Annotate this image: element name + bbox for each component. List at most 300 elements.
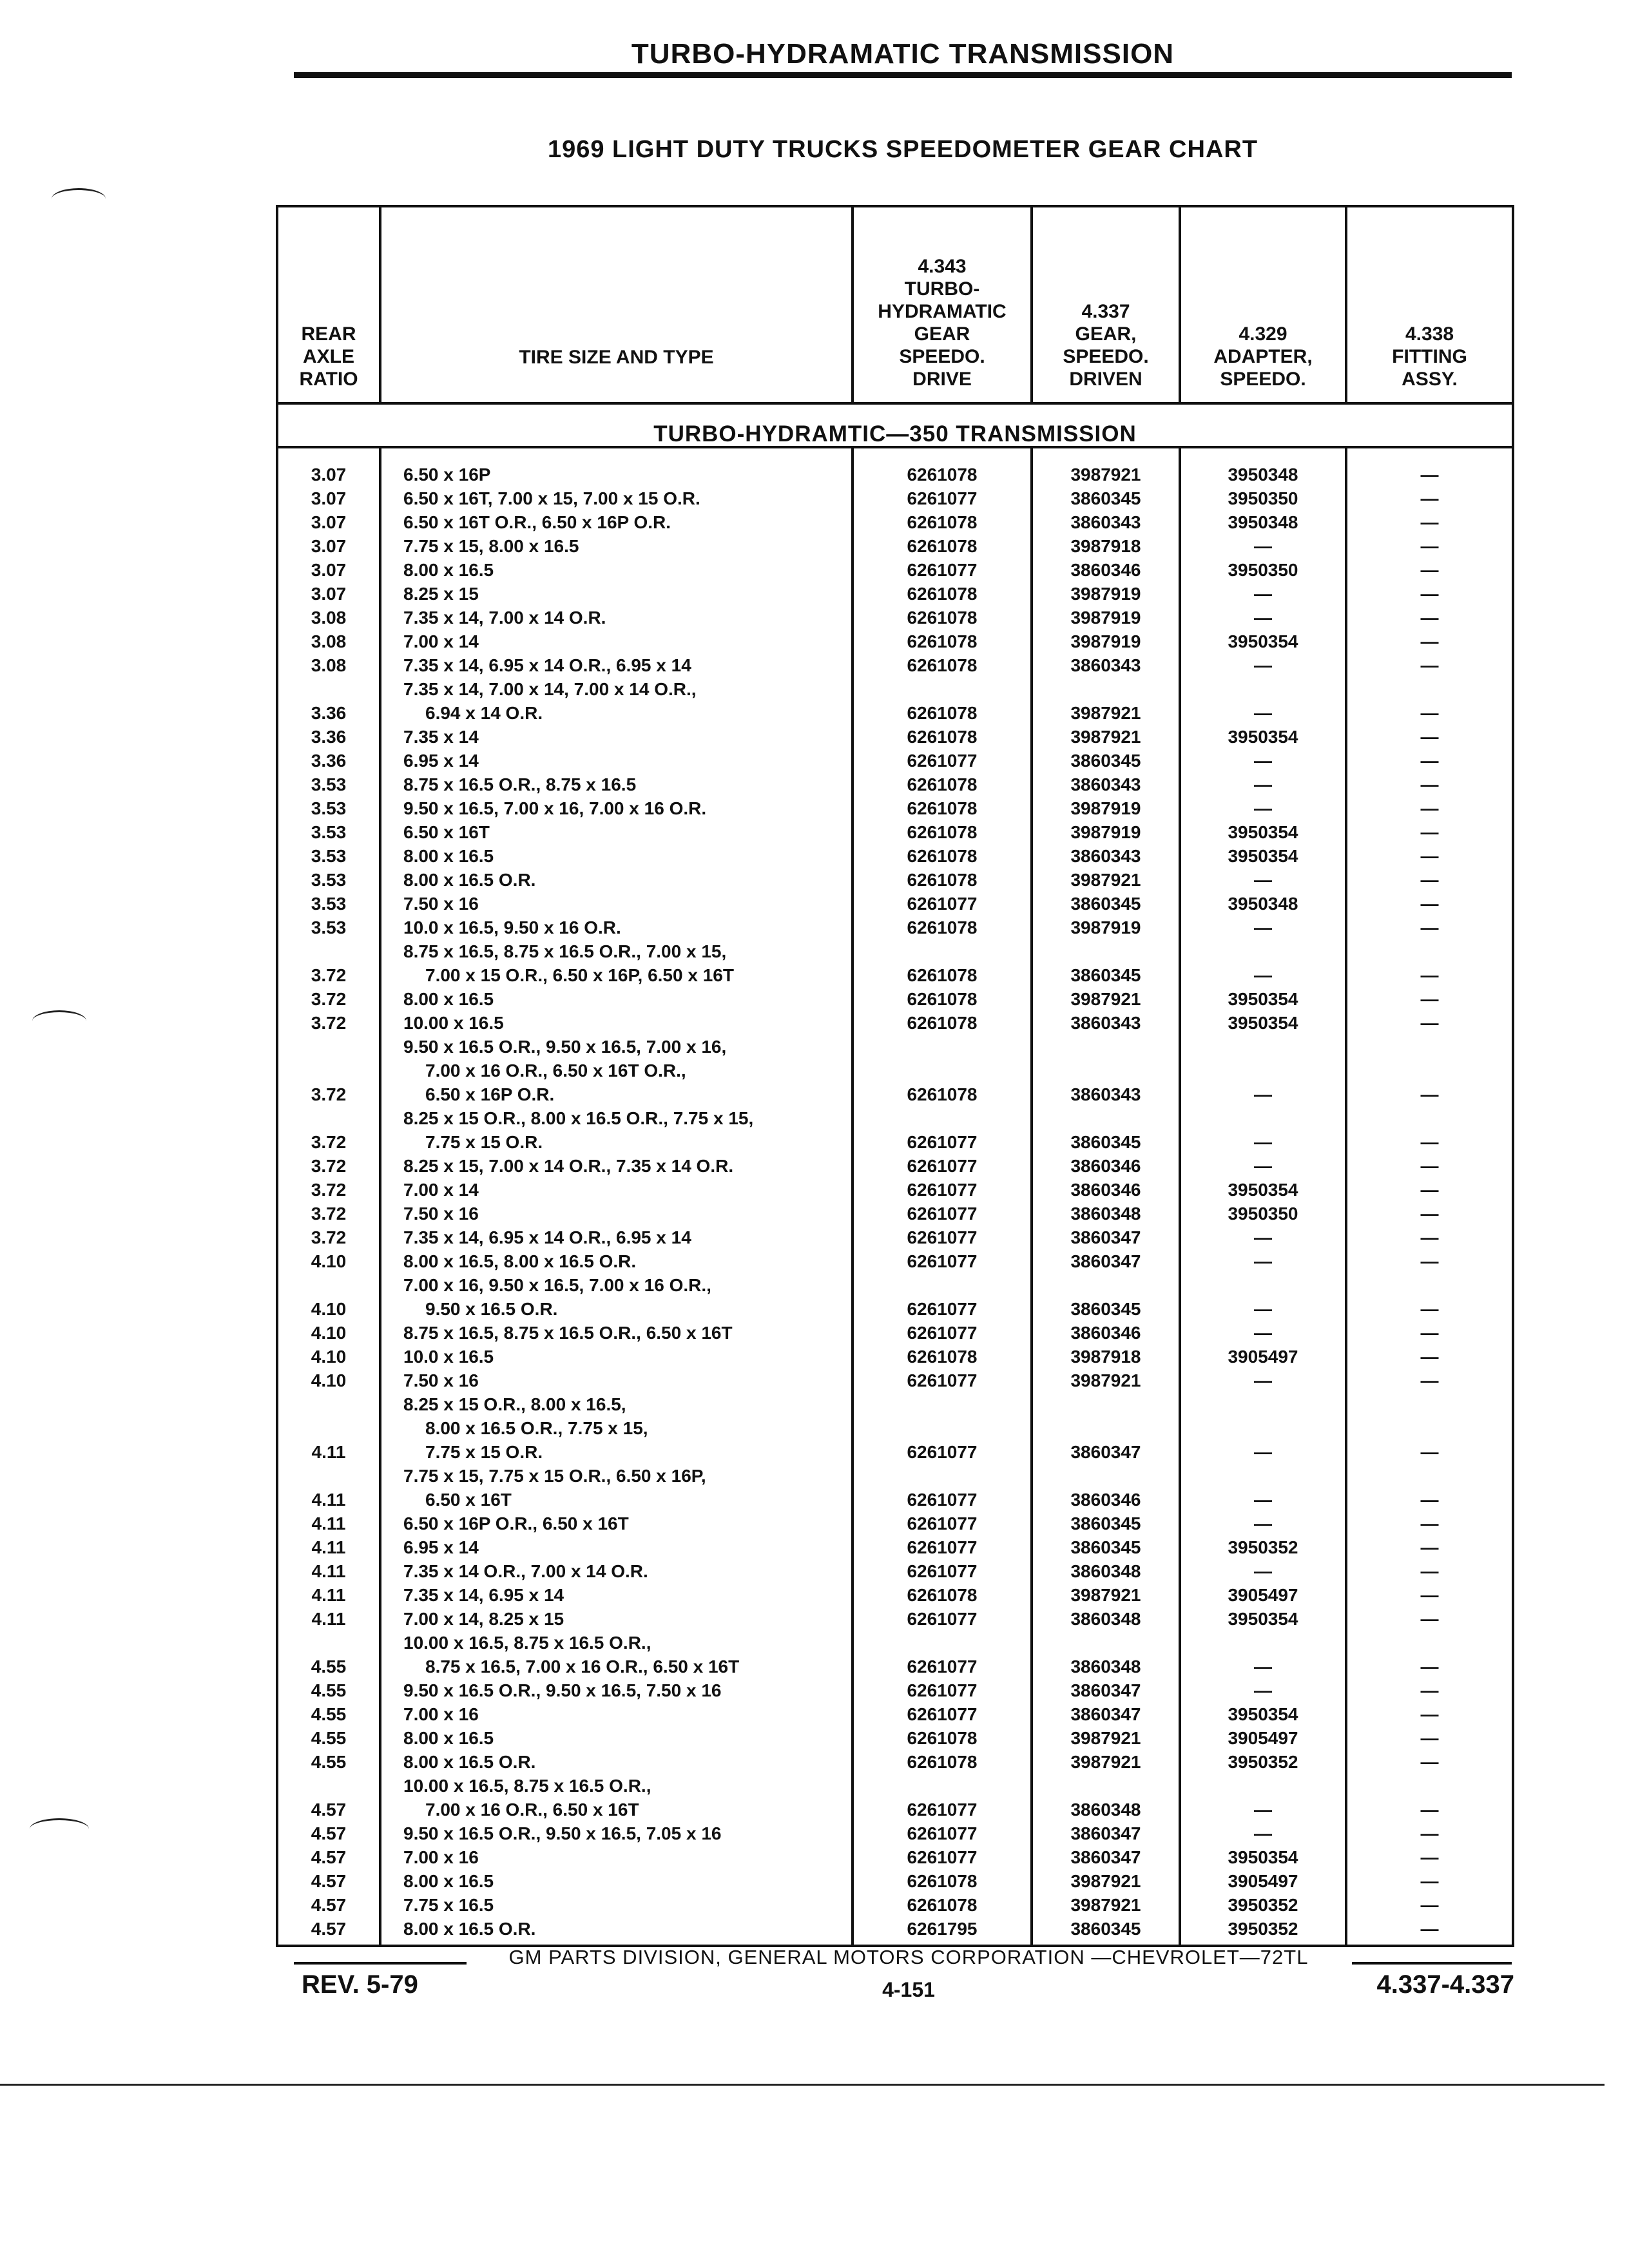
cell-adapter: 3950354: [1180, 820, 1346, 844]
cell-drive-gear: 6261077: [853, 1678, 1032, 1702]
cell-fitting: —: [1346, 1583, 1513, 1607]
cell-drive-gear: 6261078: [853, 1869, 1032, 1893]
cell-adapter: 3905497: [1180, 1345, 1346, 1369]
cell-tire-size: [380, 1774, 853, 1821]
tire-size-line: 8.00 x 16.5 O.R.: [403, 870, 536, 890]
column-header-ratio: REAR AXLE RATIO: [277, 206, 380, 403]
cell-fitting: —: [1346, 1845, 1513, 1869]
cell-drive-gear: 6261795: [853, 1917, 1032, 1941]
cell-tire-size: [380, 1631, 853, 1678]
tire-size-line: 7.00 x 14: [403, 1180, 479, 1200]
cell-fitting: —: [1346, 1202, 1513, 1225]
table-row: [277, 1821, 1513, 1845]
cell-fitting: —: [1346, 868, 1513, 892]
cell-drive-gear: 6261077: [853, 1464, 1032, 1512]
cell-driven-gear: 3987921: [1032, 677, 1180, 725]
cell-drive-gear: 6261077: [853, 1607, 1032, 1631]
cell-fitting: —: [1346, 1893, 1513, 1917]
cell-drive-gear: 6261077: [853, 1774, 1032, 1821]
tire-size-line: 7.00 x 15 O.R., 6.50 x 16P, 6.50 x 16T: [425, 965, 734, 985]
cell-rear-axle-ratio: 4.10: [277, 1369, 380, 1392]
cell-tire-size: [380, 844, 853, 868]
table-row: [277, 916, 1513, 939]
table-row: [277, 677, 1513, 725]
table-row: [277, 1535, 1513, 1559]
binder-hole-mark: [32, 1010, 86, 1032]
cell-adapter: —: [1180, 868, 1346, 892]
column-header-drive-gear: 4.343 TURBO- HYDRAMATIC GEAR SPEEDO. DRIVE: [853, 206, 1032, 403]
tire-size-line: 7.00 x 16 O.R., 6.50 x 16T: [425, 1800, 639, 1820]
cell-drive-gear: 6261077: [853, 1225, 1032, 1249]
cell-driven-gear: 3860348: [1032, 1631, 1180, 1678]
cell-rear-axle-ratio: 4.57: [277, 1845, 380, 1869]
cell-tire-size: [380, 1535, 853, 1559]
cell-fitting: —: [1346, 653, 1513, 677]
cell-rear-axle-ratio: 3.72: [277, 1011, 380, 1035]
tire-size-line: 7.75 x 15, 7.75 x 15 O.R., 6.50 x 16P,: [403, 1466, 706, 1486]
cell-tire-size: [380, 1869, 853, 1893]
page-header: [294, 39, 1512, 78]
cell-tire-size: [380, 1464, 853, 1512]
table-row: [277, 510, 1513, 534]
table-row: [277, 725, 1513, 749]
cell-adapter: 3950350: [1180, 1202, 1346, 1225]
cell-tire-size: [380, 1202, 853, 1225]
cell-rear-axle-ratio: 3.53: [277, 796, 380, 820]
table-row: [277, 1225, 1513, 1249]
table-row: [277, 606, 1513, 629]
cell-adapter: 3950348: [1180, 463, 1346, 486]
cell-fitting: —: [1346, 677, 1513, 725]
table-header-row: [277, 206, 1513, 403]
cell-rear-axle-ratio: 3.53: [277, 892, 380, 916]
cell-driven-gear: 3987921: [1032, 1583, 1180, 1607]
cell-tire-size: [380, 653, 853, 677]
cell-driven-gear: 3987921: [1032, 1726, 1180, 1750]
tire-size-line: 7.35 x 14, 7.00 x 14, 7.00 x 14 O.R.,: [403, 679, 697, 699]
cell-adapter: —: [1180, 1821, 1346, 1845]
table-row: [277, 1512, 1513, 1535]
page-number: 4-151: [882, 1978, 935, 2001]
cell-driven-gear: 3987918: [1032, 1345, 1180, 1369]
cell-drive-gear: 6261078: [853, 1035, 1032, 1106]
cell-drive-gear: 6261077: [853, 1631, 1032, 1678]
cell-drive-gear: 6261077: [853, 1392, 1032, 1464]
cell-fitting: —: [1346, 558, 1513, 582]
cell-fitting: —: [1346, 486, 1513, 510]
cell-rear-axle-ratio: 3.08: [277, 653, 380, 677]
tire-size-line: 8.25 x 15: [403, 584, 479, 604]
tire-size-line: 8.00 x 16.5, 8.00 x 16.5 O.R.: [403, 1251, 637, 1271]
cell-drive-gear: 6261078: [853, 582, 1032, 606]
cell-tire-size: [380, 1154, 853, 1178]
cell-drive-gear: 6261078: [853, 1345, 1032, 1369]
table-row: [277, 1273, 1513, 1321]
cell-tire-size: [380, 1583, 853, 1607]
cell-adapter: 3950352: [1180, 1917, 1346, 1941]
cell-rear-axle-ratio: 3.72: [277, 1202, 380, 1225]
cell-rear-axle-ratio: 3.72: [277, 1154, 380, 1178]
table-row: [277, 1726, 1513, 1750]
cell-fitting: —: [1346, 773, 1513, 796]
cell-drive-gear: 6261078: [853, 987, 1032, 1011]
cell-tire-size: [380, 916, 853, 939]
tire-size-line: 9.50 x 16.5 O.R., 9.50 x 16.5, 7.50 x 16: [403, 1680, 722, 1700]
cell-adapter: —: [1180, 606, 1346, 629]
tire-size-line: 7.75 x 15 O.R.: [425, 1442, 543, 1462]
tire-size-line: 6.95 x 14: [403, 751, 479, 771]
tire-size-line: 7.00 x 16 O.R., 6.50 x 16T O.R.,: [425, 1061, 686, 1081]
cell-fitting: —: [1346, 1106, 1513, 1154]
cell-driven-gear: 3860346: [1032, 1154, 1180, 1178]
binder-hole-mark: [52, 188, 106, 209]
tire-size-line: 7.35 x 14, 6.95 x 14: [403, 1585, 564, 1605]
cell-tire-size: [380, 582, 853, 606]
cell-adapter: —: [1180, 1392, 1346, 1464]
cell-fitting: —: [1346, 916, 1513, 939]
tire-size-line: 8.75 x 16.5, 8.75 x 16.5 O.R., 6.50 x 16T: [403, 1323, 733, 1343]
tire-size-line: 8.75 x 16.5, 8.75 x 16.5 O.R., 7.00 x 15,: [403, 941, 727, 961]
tire-size-line: 8.00 x 16.5 O.R.: [403, 1752, 536, 1772]
cell-fitting: —: [1346, 820, 1513, 844]
cell-drive-gear: 6261078: [853, 677, 1032, 725]
cell-rear-axle-ratio: 3.08: [277, 629, 380, 653]
cell-driven-gear: 3860348: [1032, 1607, 1180, 1631]
table-row: [277, 939, 1513, 987]
tire-size-line: 7.00 x 16: [403, 1704, 479, 1724]
cell-driven-gear: 3860345: [1032, 1273, 1180, 1321]
cell-tire-size: [380, 868, 853, 892]
cell-driven-gear: 3860347: [1032, 1225, 1180, 1249]
cell-fitting: —: [1346, 1273, 1513, 1321]
cell-drive-gear: 6261078: [853, 939, 1032, 987]
cell-adapter: —: [1180, 939, 1346, 987]
cell-fitting: —: [1346, 1869, 1513, 1893]
cell-tire-size: [380, 892, 853, 916]
cell-tire-size: [380, 749, 853, 773]
cell-adapter: —: [1180, 916, 1346, 939]
cell-fitting: —: [1346, 1178, 1513, 1202]
cell-driven-gear: 3860348: [1032, 1774, 1180, 1821]
table-row: [277, 629, 1513, 653]
speedometer-gear-table: [276, 205, 1514, 1947]
bottom-rule: [0, 2084, 1605, 2086]
cell-tire-size: [380, 1750, 853, 1774]
cell-rear-axle-ratio: 3.53: [277, 844, 380, 868]
chart-title: 1969 LIGHT DUTY TRUCKS SPEEDOMETER GEAR CHART: [547, 136, 1258, 163]
cell-drive-gear: 6261078: [853, 1583, 1032, 1607]
cell-driven-gear: 3987919: [1032, 582, 1180, 606]
cell-tire-size: [380, 510, 853, 534]
tire-size-line: 8.75 x 16.5, 7.00 x 16 O.R., 6.50 x 16T: [425, 1657, 740, 1677]
table-row: [277, 1631, 1513, 1678]
cell-rear-axle-ratio: 3.07: [277, 510, 380, 534]
table-row: [277, 1917, 1513, 1941]
cell-adapter: —: [1180, 582, 1346, 606]
table-row: [277, 773, 1513, 796]
cell-adapter: —: [1180, 773, 1346, 796]
table-row: [277, 1845, 1513, 1869]
cell-fitting: —: [1346, 1035, 1513, 1106]
cell-tire-size: [380, 534, 853, 558]
cell-driven-gear: 3860345: [1032, 1106, 1180, 1154]
cell-drive-gear: 6261078: [853, 916, 1032, 939]
cell-fitting: —: [1346, 463, 1513, 486]
cell-tire-size: [380, 1225, 853, 1249]
table-row: [277, 749, 1513, 773]
cell-adapter: —: [1180, 1774, 1346, 1821]
cell-driven-gear: 3987921: [1032, 463, 1180, 486]
cell-adapter: 3950352: [1180, 1750, 1346, 1774]
cell-driven-gear: 3987921: [1032, 868, 1180, 892]
cell-rear-axle-ratio: 4.55: [277, 1678, 380, 1702]
cell-tire-size: [380, 558, 853, 582]
cell-rear-axle-ratio: 4.57: [277, 1774, 380, 1821]
table-row: [277, 1249, 1513, 1273]
tire-size-line: 6.50 x 16P O.R., 6.50 x 16T: [403, 1514, 629, 1533]
cell-fitting: —: [1346, 1631, 1513, 1678]
cell-adapter: —: [1180, 1225, 1346, 1249]
cell-fitting: —: [1346, 1392, 1513, 1464]
table-row: [277, 892, 1513, 916]
table-row: [277, 1369, 1513, 1392]
cell-rear-axle-ratio: 4.11: [277, 1512, 380, 1535]
cell-driven-gear: 3860343: [1032, 653, 1180, 677]
cell-rear-axle-ratio: 4.11: [277, 1607, 380, 1631]
table-row: [277, 1559, 1513, 1583]
tire-size-line: 8.00 x 16.5: [403, 989, 494, 1009]
cell-adapter: 3950352: [1180, 1893, 1346, 1917]
cell-fitting: —: [1346, 939, 1513, 987]
table-row: [277, 1702, 1513, 1726]
cell-driven-gear: 3987921: [1032, 987, 1180, 1011]
cell-adapter: —: [1180, 653, 1346, 677]
tire-size-line: 7.35 x 14, 7.00 x 14 O.R.: [403, 608, 606, 628]
cell-driven-gear: 3987919: [1032, 629, 1180, 653]
cell-drive-gear: 6261077: [853, 1559, 1032, 1583]
cell-drive-gear: 6261077: [853, 1512, 1032, 1535]
cell-fitting: —: [1346, 1607, 1513, 1631]
cell-tire-size: [380, 677, 853, 725]
cell-driven-gear: 3987919: [1032, 606, 1180, 629]
cell-fitting: —: [1346, 1559, 1513, 1583]
cell-adapter: 3950354: [1180, 987, 1346, 1011]
cell-rear-axle-ratio: 3.53: [277, 820, 380, 844]
cell-fitting: —: [1346, 1321, 1513, 1345]
cell-adapter: 3905497: [1180, 1583, 1346, 1607]
cell-fitting: —: [1346, 1726, 1513, 1750]
tire-size-line: 8.25 x 15, 7.00 x 14 O.R., 7.35 x 14 O.R.: [403, 1156, 734, 1176]
cell-drive-gear: 6261077: [853, 749, 1032, 773]
cell-fitting: —: [1346, 1821, 1513, 1845]
cell-rear-axle-ratio: 4.10: [277, 1321, 380, 1345]
cell-adapter: —: [1180, 1106, 1346, 1154]
cell-fitting: —: [1346, 1512, 1513, 1535]
cell-adapter: —: [1180, 1678, 1346, 1702]
cell-rear-axle-ratio: 4.55: [277, 1702, 380, 1726]
tire-size-line: 7.35 x 14 O.R., 7.00 x 14 O.R.: [403, 1561, 648, 1581]
cell-tire-size: [380, 1178, 853, 1202]
cell-tire-size: [380, 725, 853, 749]
cell-adapter: —: [1180, 796, 1346, 820]
cell-drive-gear: 6261078: [853, 844, 1032, 868]
cell-rear-axle-ratio: 3.07: [277, 558, 380, 582]
cell-adapter: —: [1180, 749, 1346, 773]
cell-rear-axle-ratio: 3.07: [277, 582, 380, 606]
tire-size-line: 7.35 x 14, 6.95 x 14 O.R., 6.95 x 14: [403, 1227, 691, 1247]
table-row: [277, 1750, 1513, 1774]
cell-fitting: —: [1346, 892, 1513, 916]
cell-driven-gear: 3860345: [1032, 1512, 1180, 1535]
cell-rear-axle-ratio: 4.11: [277, 1583, 380, 1607]
cell-driven-gear: 3860345: [1032, 1917, 1180, 1941]
cell-driven-gear: 3987921: [1032, 1893, 1180, 1917]
cell-driven-gear: 3860347: [1032, 1392, 1180, 1464]
cell-drive-gear: 6261077: [853, 1535, 1032, 1559]
cell-tire-size: [380, 1845, 853, 1869]
cell-driven-gear: 3860347: [1032, 1821, 1180, 1845]
cell-drive-gear: 6261078: [853, 1750, 1032, 1774]
cell-rear-axle-ratio: 3.07: [277, 486, 380, 510]
cell-drive-gear: 6261078: [853, 1726, 1032, 1750]
cell-drive-gear: 6261077: [853, 1321, 1032, 1345]
cell-tire-size: [380, 1702, 853, 1726]
cell-drive-gear: 6261077: [853, 486, 1032, 510]
table-row: [277, 1607, 1513, 1631]
cell-fitting: —: [1346, 987, 1513, 1011]
cell-driven-gear: 3860347: [1032, 1678, 1180, 1702]
cell-tire-size: [380, 1035, 853, 1106]
tire-size-line: 9.50 x 16.5 O.R., 9.50 x 16.5, 7.00 x 16,: [403, 1037, 727, 1057]
cell-fitting: —: [1346, 796, 1513, 820]
table-row: [277, 534, 1513, 558]
cell-adapter: —: [1180, 1154, 1346, 1178]
cell-tire-size: [380, 773, 853, 796]
cell-rear-axle-ratio: 4.57: [277, 1917, 380, 1941]
tire-size-line: 6.50 x 16P: [403, 465, 491, 485]
cell-driven-gear: 3860347: [1032, 1702, 1180, 1726]
cell-rear-axle-ratio: 4.57: [277, 1869, 380, 1893]
cell-fitting: —: [1346, 1702, 1513, 1726]
page-header-title: TURBO-HYDRAMATIC TRANSMISSION: [631, 38, 1175, 70]
cell-rear-axle-ratio: 3.72: [277, 1106, 380, 1154]
cell-fitting: —: [1346, 749, 1513, 773]
cell-rear-axle-ratio: 3.72: [277, 987, 380, 1011]
footer-corporation: GM PARTS DIVISION, GENERAL MOTORS CORPORATION —CHEVROLET—72TL: [508, 1946, 1309, 1968]
cell-tire-size: [380, 1917, 853, 1941]
cell-tire-size: [380, 1273, 853, 1321]
table-row: [277, 1583, 1513, 1607]
tire-size-line: 7.00 x 14: [403, 631, 479, 651]
cell-tire-size: [380, 1678, 853, 1702]
cell-tire-size: [380, 987, 853, 1011]
cell-fitting: —: [1346, 606, 1513, 629]
cell-drive-gear: 6261078: [853, 796, 1032, 820]
tire-size-line: 10.00 x 16.5, 8.75 x 16.5 O.R.,: [403, 1633, 651, 1653]
cell-fitting: —: [1346, 1917, 1513, 1941]
cell-driven-gear: 3860343: [1032, 844, 1180, 868]
cell-driven-gear: 3987921: [1032, 1369, 1180, 1392]
cell-fitting: —: [1346, 510, 1513, 534]
tire-size-line: 7.35 x 14, 6.95 x 14 O.R., 6.95 x 14: [403, 655, 691, 675]
cell-driven-gear: 3987921: [1032, 1869, 1180, 1893]
cell-fitting: —: [1346, 725, 1513, 749]
cell-adapter: 3950354: [1180, 1607, 1346, 1631]
cell-rear-axle-ratio: 3.36: [277, 725, 380, 749]
cell-fitting: —: [1346, 1678, 1513, 1702]
tire-size-line: 6.50 x 16T, 7.00 x 15, 7.00 x 15 O.R.: [403, 488, 700, 508]
tire-size-line: 7.00 x 16: [403, 1847, 479, 1867]
cell-rear-axle-ratio: 3.07: [277, 534, 380, 558]
cell-adapter: 3905497: [1180, 1869, 1346, 1893]
cell-fitting: —: [1346, 534, 1513, 558]
cell-drive-gear: 6261077: [853, 558, 1032, 582]
cell-rear-axle-ratio: 3.07: [277, 463, 380, 486]
table-row: [277, 1035, 1513, 1106]
cell-rear-axle-ratio: 3.53: [277, 868, 380, 892]
cell-adapter: 3950354: [1180, 1702, 1346, 1726]
cell-adapter: —: [1180, 1035, 1346, 1106]
cell-drive-gear: 6261078: [853, 820, 1032, 844]
cell-drive-gear: 6261078: [853, 1893, 1032, 1917]
cell-rear-axle-ratio: 3.53: [277, 916, 380, 939]
cell-fitting: —: [1346, 629, 1513, 653]
cell-adapter: 3950354: [1180, 1178, 1346, 1202]
cell-fitting: —: [1346, 844, 1513, 868]
table-row: [277, 1392, 1513, 1464]
tire-size-line: 8.00 x 16.5: [403, 1871, 494, 1891]
table-row: [277, 582, 1513, 606]
table-row: [277, 844, 1513, 868]
table-row: [277, 796, 1513, 820]
cell-tire-size: [380, 1726, 853, 1750]
section-title: TURBO-HYDRAMTIC—350 TRANSMISSION: [277, 403, 1513, 447]
tire-size-line: 6.94 x 14 O.R.: [425, 703, 543, 723]
tire-size-line: 6.50 x 16P O.R.: [425, 1084, 555, 1104]
cell-drive-gear: 6261077: [853, 1821, 1032, 1845]
table-row: [277, 1154, 1513, 1178]
cell-tire-size: [380, 1392, 853, 1464]
cell-tire-size: [380, 1369, 853, 1392]
cell-driven-gear: 3860345: [1032, 939, 1180, 987]
footer-rule-left: [294, 1962, 467, 1965]
tire-size-line: 7.50 x 16: [403, 894, 479, 914]
table-row: [277, 1464, 1513, 1512]
cell-adapter: —: [1180, 1249, 1346, 1273]
cell-fitting: —: [1346, 1750, 1513, 1774]
cell-rear-axle-ratio: 3.72: [277, 1178, 380, 1202]
cell-adapter: —: [1180, 1321, 1346, 1345]
cell-driven-gear: 3860346: [1032, 1464, 1180, 1512]
tire-size-line: 7.75 x 15 O.R.: [425, 1132, 543, 1152]
cell-driven-gear: 3860346: [1032, 1178, 1180, 1202]
tire-size-line: 7.50 x 16: [403, 1204, 479, 1224]
cell-driven-gear: 3860345: [1032, 749, 1180, 773]
tire-size-line: 8.00 x 16.5: [403, 560, 494, 580]
cell-adapter: 3950350: [1180, 558, 1346, 582]
cell-adapter: 3950354: [1180, 725, 1346, 749]
cell-drive-gear: 6261077: [853, 1273, 1032, 1321]
table-row: [277, 1321, 1513, 1345]
cell-adapter: 3950354: [1180, 844, 1346, 868]
cell-driven-gear: 3987919: [1032, 796, 1180, 820]
cell-drive-gear: 6261078: [853, 868, 1032, 892]
cell-driven-gear: 3987918: [1032, 534, 1180, 558]
cell-drive-gear: 6261078: [853, 463, 1032, 486]
cell-rear-axle-ratio: 4.11: [277, 1535, 380, 1559]
cell-rear-axle-ratio: 3.72: [277, 1035, 380, 1106]
cell-adapter: 3950354: [1180, 1011, 1346, 1035]
